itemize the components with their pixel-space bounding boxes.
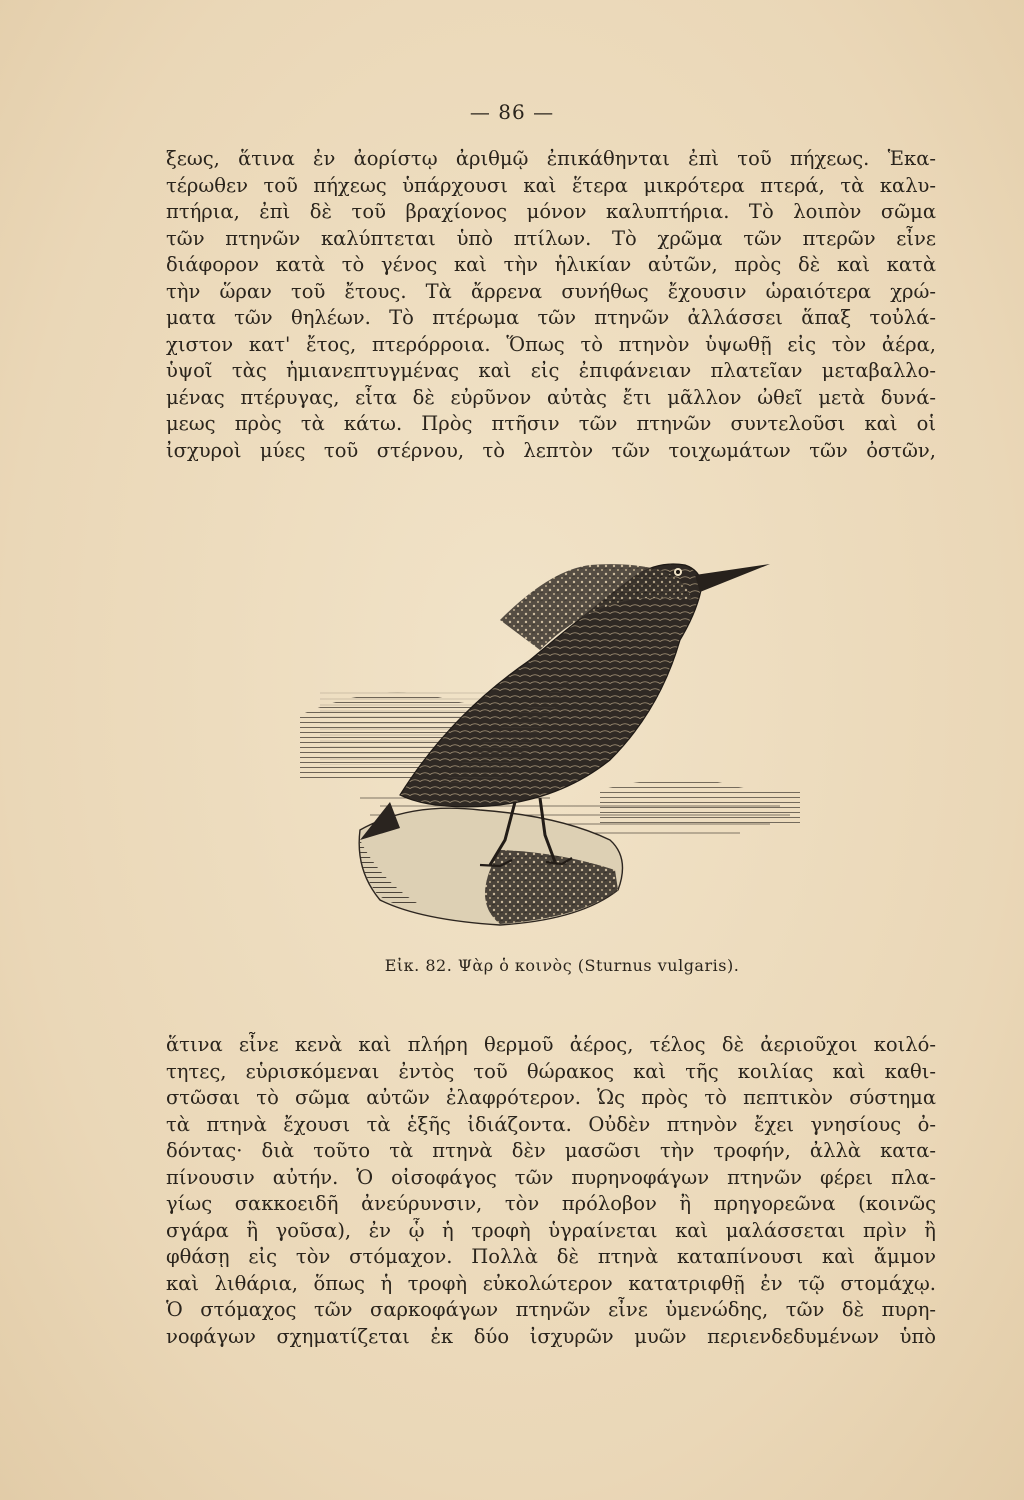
text-line: ὑψοῖ τὰς ἡμιανεπτυγμένας καὶ εἰς ἐπιφάνειαν πλατεῖαν μεταβαλλο- xyxy=(166,359,936,382)
text-line: τῶν πτηνῶν καλύπτεται ὑπὸ πτίλων. Τὸ χρῶμα τῶν πτερῶν εἶνε xyxy=(166,226,936,250)
text-line: ματα τῶν θηλέων. Τὸ πτέρωμα τῶν πτηνῶν ἀλλάσσει ἅπαξ τοὐλά- xyxy=(166,306,936,329)
page-number: — 86 — xyxy=(469,100,555,124)
text-line: μεως πρὸς τὰ κάτω. Πρὸς πτῆσιν τῶν πτηνῶν συντελοῦσι καὶ οἱ xyxy=(166,412,936,435)
text-line: φθάσῃ εἰς τὸν στόμαχον. Πολλὰ δὲ πτηνὰ καταπίνουσι καὶ ἄμμον xyxy=(166,1245,936,1268)
text-line: διάφορον κατὰ τὸ γένος καὶ τὴν ἡλικίαν αὐτῶν, πρὸς δὲ καὶ κατὰ xyxy=(166,253,936,276)
text-line: πίνουσιν αὐτήν. Ὁ οἰσοφάγος τῶν πυρηνοφάγων πτηνῶν φέρει πλα- xyxy=(166,1165,936,1189)
text-line: γίως σακκοειδῆ ἀνεύρυνσιν, τὸν πρόλοβον ἢ πρηγορεῶνα (κοινῶς xyxy=(166,1192,936,1215)
text-line: μένας πτέρυγας, εἶτα δὲ εὐρῦνον αὐτὰς ἔτι μᾶλλον ὠθεῖ μετὰ δυνά- xyxy=(166,385,936,409)
text-line: καὶ λιθάρια, ὅπως ἡ τροφὴ εὐκολώτερον κατατριφθῇ ἐν τῷ στομάχῳ. xyxy=(166,1271,936,1295)
text-line: σγάρα ἢ γοῦσα), ἐν ᾧ ἡ τροφὴ ὑγραίνεται καὶ μαλάσσεται πρὶν ἢ xyxy=(166,1218,936,1242)
starling-illustration xyxy=(300,540,800,960)
text-line: τὴν ὥραν τοῦ ἔτους. Τὰ ἄρρενα συνήθως ἔχουσιν ὡραιότερα χρώ- xyxy=(166,279,936,303)
paragraph-bottom xyxy=(166,1032,936,1350)
text-line: τὰ πτηνὰ ἔχουσι τὰ ἑξῆς ἰδιάζοντα. Οὐδὲν πτηνὸν ἔχει γνησίους ὀ- xyxy=(166,1112,936,1136)
text-line: τητες, εὑρισκόμεναι ἐντὸς τοῦ θώρακος καὶ τῆς κοιλίας καὶ καθι- xyxy=(166,1059,936,1083)
text-line: Ὁ στόμαχος τῶν σαρκοφάγων πτηνῶν εἶνε ὑμενώδης, τῶν δὲ πυρη- xyxy=(166,1298,936,1321)
text-line: ξεως, ἅτινα ἐν ἀορίστῳ ἀριθμῷ ἐπικάθηνται ἐπὶ τοῦ πήχεως. Ἑκα- xyxy=(166,147,936,170)
text-line: χιστον κατ' ἔτος, πτερόρροια. Ὅπως τὸ πτηνὸν ὑψωθῇ εἰς τὸν ἀέρα, xyxy=(166,332,936,356)
text-line: τέρωθεν τοῦ πήχεως ὑπάρχουσι καὶ ἕτερα μικρότερα πτερά, τὰ καλυ- xyxy=(166,173,936,197)
text-line: στῶσαι τὸ σῶμα αὐτῶν ἐλαφρότερον. Ὡς πρὸς τὸ πεπτικὸν σύστημα xyxy=(166,1086,936,1109)
text-line: νοφάγων σχηματίζεται ἐκ δύο ἰσχυρῶν μυῶν περιενδεδυμένων ὑπὸ xyxy=(166,1324,936,1348)
text-line: πτήρια, ἐπὶ δὲ τοῦ βραχίονος μόνον καλυπτήρια. Τὸ λοιπὸν σῶμα xyxy=(166,200,936,223)
figure-caption: Εἰκ. 82. Ψὰρ ὁ κοινὸς (Sturnus vulgaris). xyxy=(384,956,740,975)
paragraph-top xyxy=(166,146,936,464)
text-line: ἅτινα εἶνε κενὰ καὶ πλήρη θερμοῦ ἀέρος, τέλος δὲ ἀεριοῦχοι κοιλό- xyxy=(166,1033,936,1056)
text-line: ἰσχυροὶ μύες τοῦ στέρνου, τὸ λεπτὸν τῶν τοιχωμάτων τῶν ὀστῶν, xyxy=(166,438,936,462)
text-line: δόντας· διὰ τοῦτο τὰ πτηνὰ δὲν μασῶσι τὴν τροφήν, ἀλλὰ κατα- xyxy=(166,1139,936,1162)
